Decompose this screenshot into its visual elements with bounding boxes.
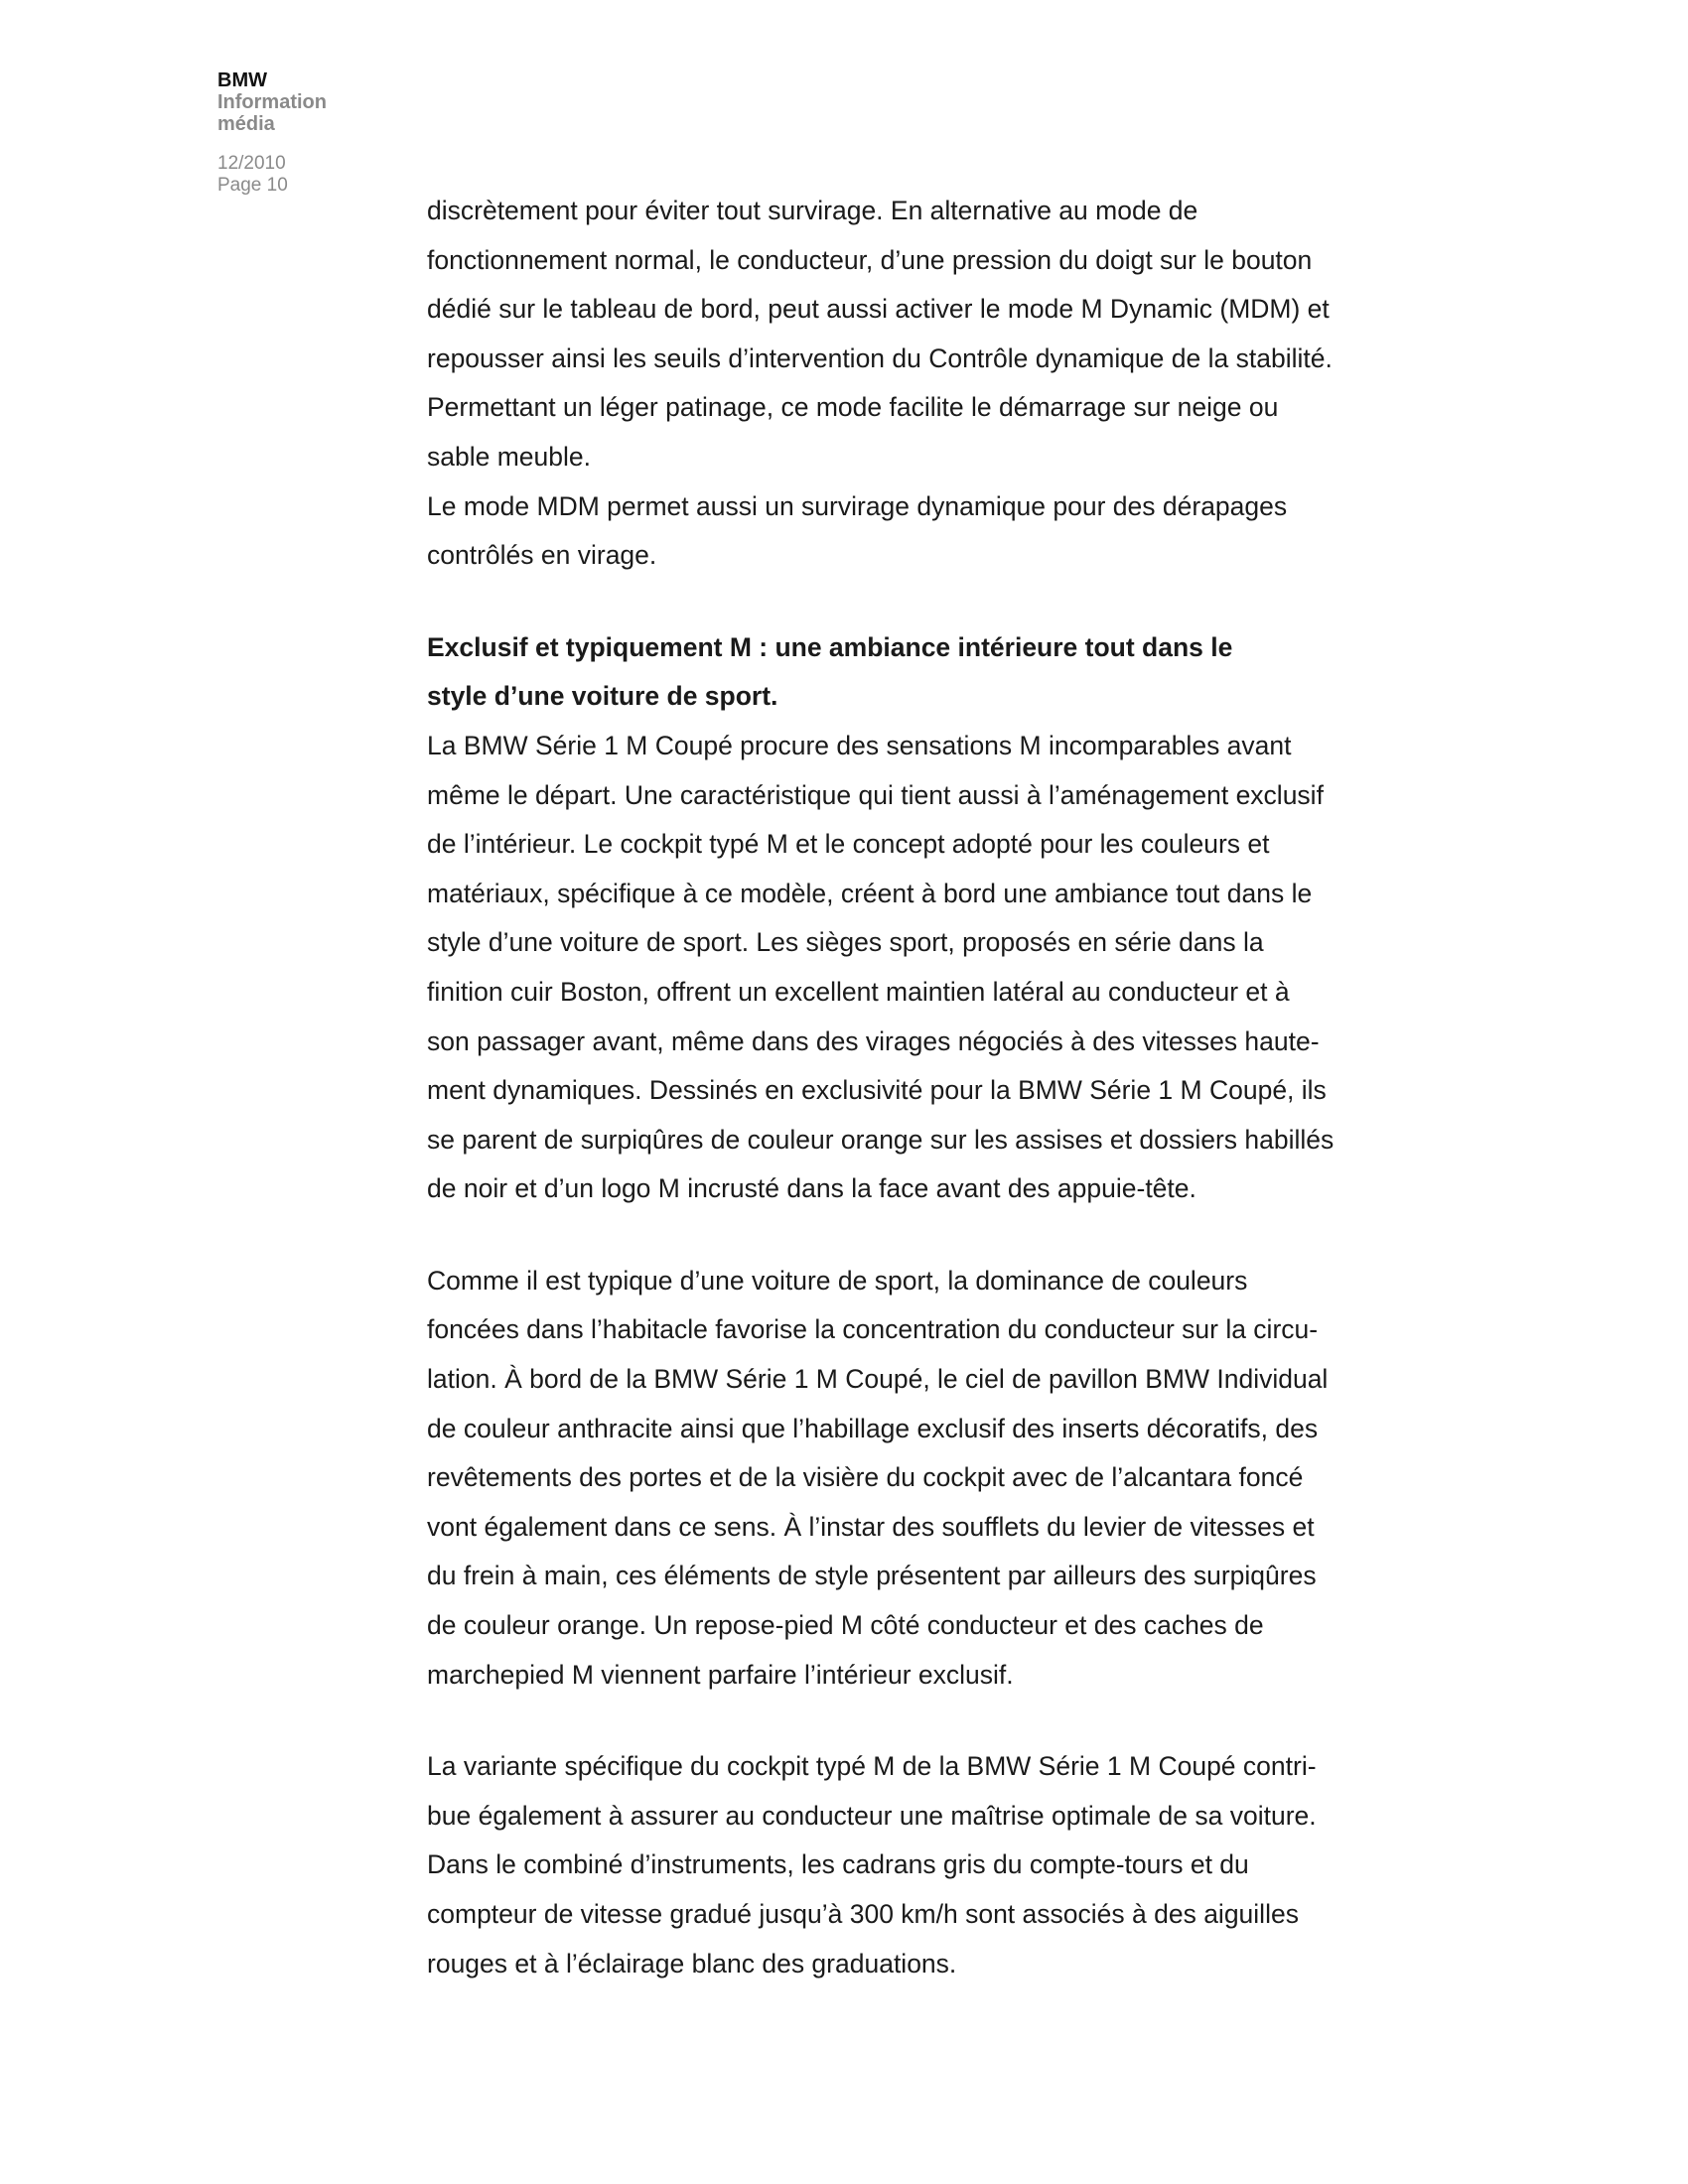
heading-line: style d’une voiture de sport. bbox=[427, 681, 778, 712]
text-line: vont également dans ce sens. À l’instar des soufflets du levier de vitesses et bbox=[427, 1511, 1315, 1542]
text-line: compteur de vitesse gradué jusqu’à 300 km/h sont associés à des aiguilles bbox=[427, 1899, 1299, 1929]
text-line: finition cuir Boston, offrent un excellent maintien latéral au conducteur et à bbox=[427, 976, 1290, 1007]
text-line: Dans le combiné d’instruments, les cadrans gris du compte-tours et du bbox=[427, 1849, 1249, 1880]
text-line: La BMW Série 1 M Coupé procure des sensations M incomparables avant bbox=[427, 730, 1292, 760]
text-line: Le mode MDM permet aussi un survirage dynamique pour des dérapages bbox=[427, 490, 1288, 521]
paragraph-stability bbox=[427, 187, 1400, 581]
text-line: marchepied M viennent parfaire l’intérieur exclusif. bbox=[427, 1659, 1014, 1690]
brand-name: BMW bbox=[217, 69, 267, 91]
brand-subtitle-line-1: Information bbox=[217, 91, 327, 113]
section-heading bbox=[427, 623, 1400, 722]
paragraph-interior bbox=[427, 722, 1400, 1214]
text-line: sable meuble. bbox=[427, 441, 591, 472]
text-line: de couleur orange. Un repose-pied M côté conducteur et des caches de bbox=[427, 1610, 1264, 1641]
text-line: style d’une voiture de sport. Les sièges sport, proposés en série dans la bbox=[427, 927, 1264, 958]
text-line: de couleur anthracite ainsi que l’habillage exclusif des inserts décoratifs, des bbox=[427, 1413, 1319, 1443]
text-line: revêtements des portes et de la visière du cockpit avec de l’alcantara foncé bbox=[427, 1462, 1304, 1493]
document-header bbox=[217, 69, 376, 197]
text-line: lation. À bord de la BMW Série 1 M Coupé, le ciel de pavillon BMW Individual bbox=[427, 1364, 1329, 1395]
text-line: fonctionnement normal, le conducteur, d’une pression du doigt sur le bouton bbox=[427, 244, 1313, 275]
text-line: contrôlés en virage. bbox=[427, 540, 657, 571]
text-line: bue également à assurer au conducteur une maîtrise optimale de sa voiture. bbox=[427, 1800, 1317, 1831]
document-body bbox=[427, 187, 1400, 1988]
brand-subtitle-line-2: média bbox=[217, 113, 275, 135]
text-line: La variante spécifique du cockpit typé M de la BMW Série 1 M Coupé contri- bbox=[427, 1751, 1317, 1782]
text-line: Permettant un léger patinage, ce mode facilite le démarrage sur neige ou bbox=[427, 392, 1279, 423]
text-line: repousser ainsi les seuils d’intervention du Contrôle dynamique de la stabilité. bbox=[427, 342, 1333, 373]
text-line: son passager avant, même dans des virages négociés à des vitesses haute- bbox=[427, 1025, 1320, 1056]
text-line: dédié sur le tableau de bord, peut aussi activer le mode M Dynamic (MDM) et bbox=[427, 294, 1330, 325]
text-line: rouges et à l’éclairage blanc des graduations. bbox=[427, 1948, 957, 1979]
heading-line: Exclusif et typiquement M : une ambiance intérieure tout dans le bbox=[427, 631, 1233, 662]
text-line: de noir et d’un logo M incrusté dans la face avant des appuie-tête. bbox=[427, 1173, 1196, 1204]
paragraph-colours bbox=[427, 1257, 1400, 1700]
text-line: Comme il est typique d’une voiture de sport, la dominance de couleurs bbox=[427, 1265, 1248, 1296]
text-line: du frein à main, ces éléments de style présentent par ailleurs des surpiqûres bbox=[427, 1561, 1317, 1591]
text-line: se parent de surpiqûres de couleur orange sur les assises et dossiers habillés bbox=[427, 1124, 1335, 1155]
text-line: foncées dans l’habitacle favorise la concentration du conducteur sur la circu- bbox=[427, 1314, 1319, 1345]
text-line: matériaux, spécifique à ce modèle, créent à bord une ambiance tout dans le bbox=[427, 878, 1313, 908]
text-line: même le départ. Une caractéristique qui tient aussi à l’aménagement exclusif bbox=[427, 779, 1324, 810]
page-number: Page 10 bbox=[217, 175, 288, 196]
paragraph-cockpit bbox=[427, 1742, 1400, 1988]
text-line: ment dynamiques. Dessinés en exclusivité pour la BMW Série 1 M Coupé, ils bbox=[427, 1075, 1327, 1106]
text-line: discrètement pour éviter tout survirage. En alternative au mode de bbox=[427, 196, 1198, 225]
document-date: 12/2010 bbox=[217, 153, 286, 174]
text-line: de l’intérieur. Le cockpit typé M et le concept adopté pour les couleurs et bbox=[427, 829, 1270, 860]
